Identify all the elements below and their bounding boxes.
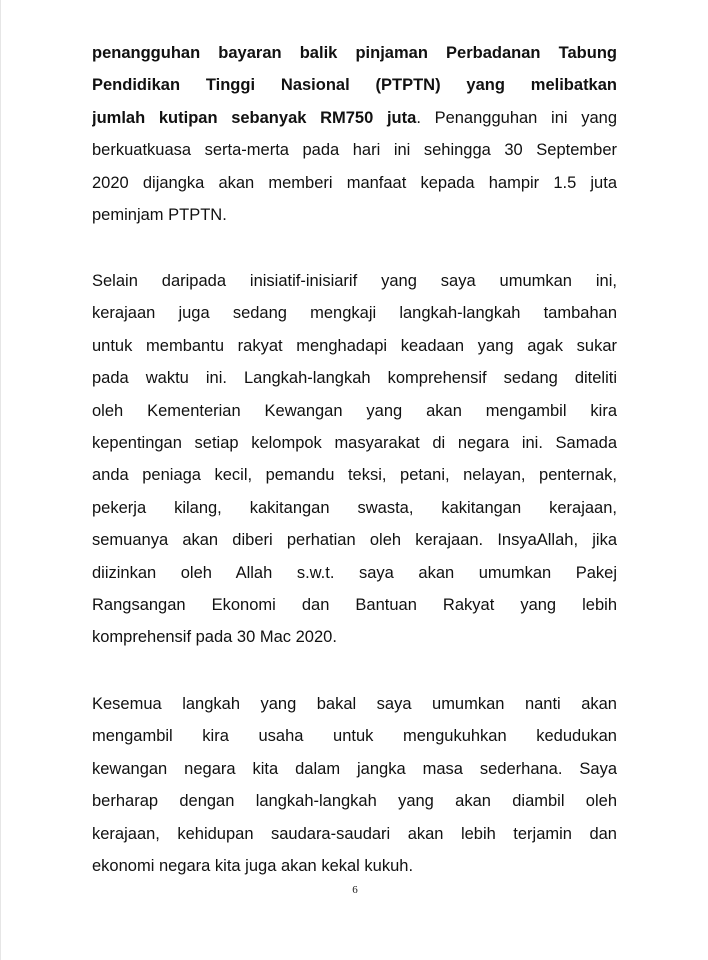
text-line: 2020 dijangka akan memberi manfaat kepada hampir 1.5 juta [92, 173, 617, 192]
text-line: Selain daripada inisiatif-inisiarif yang saya umumkan ini, [92, 272, 617, 290]
text-line: peminjam PTPTN. [92, 205, 227, 224]
paragraph-closing [92, 688, 617, 882]
paragraph-ptptn-deferment [92, 37, 617, 231]
text-line: ekonomi negara kita juga akan kekal kukuh. [92, 856, 414, 875]
paragraph-additional-measures [92, 265, 617, 654]
text-line: berkuatkuasa serta-merta pada hari ini sehingga 30 September [92, 141, 617, 160]
text-line: semuanya akan diberi perhatian oleh kerajaan. InsyaAllah, jika [92, 531, 617, 550]
text-line: oleh Kementerian Kewangan yang akan mengambil kira [92, 401, 617, 420]
text-line: anda peniaga kecil, pemandu teksi, petani, nelayan, penternak, [92, 466, 617, 485]
text-line: penangguhan bayaran balik pinjaman Perbadanan Tabung [92, 44, 617, 62]
text-line: Rangsangan Ekonomi dan Bantuan Rakyat yang lebih [92, 595, 617, 614]
text-line: kepentingan setiap kelompok masyarakat di negara ini. Samada [92, 433, 617, 452]
text-line: pekerja kilang, kakitangan swasta, kakitangan kerajaan, [92, 498, 617, 517]
bold-amount-text: jumlah kutipan sebanyak RM750 juta [92, 108, 417, 127]
text-line: berharap dengan langkah-langkah yang akan diambil oleh [92, 792, 617, 811]
page-number: 6 [352, 884, 358, 896]
text-line: pada waktu ini. Langkah-langkah komprehensif sedang diteliti [92, 369, 617, 388]
text-line: jumlah kutipan sebanyak RM750 juta. Penangguhan ini yang [92, 108, 617, 127]
text-line: mengambil kira usaha untuk mengukuhkan kedudukan [92, 727, 617, 746]
text-line: kerajaan, kehidupan saudara-saudari akan lebih terjamin dan [92, 824, 617, 843]
text-line: untuk membantu rakyat menghadapi keadaan yang agak sukar [92, 336, 617, 355]
text-line: kerajaan juga sedang mengkaji langkah-langkah tambahan [92, 304, 617, 323]
text-line: diizinkan oleh Allah s.w.t. saya akan umumkan Pakej [92, 563, 617, 582]
text-line: kewangan negara kita dalam jangka masa sederhana. Saya [92, 759, 617, 778]
text-line: Kesemua langkah yang bakal saya umumkan nanti akan [92, 695, 617, 713]
text-line: Pendidikan Tinggi Nasional (PTPTN) yang melibatkan [92, 76, 617, 95]
text-line: komprehensif pada 30 Mac 2020. [92, 628, 337, 647]
